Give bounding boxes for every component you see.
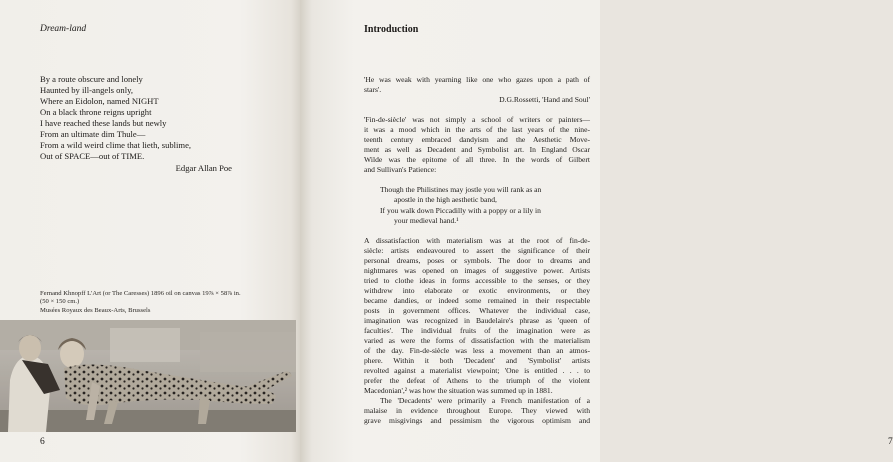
verse-line: Though the Philistines may jostle you will rank as an [380,185,542,195]
epigraph-line: stars'. [364,85,382,95]
plate-caption [40,290,280,315]
poem-line: From a wild weird clime that lieth, sublime, [40,140,192,150]
poem-attribution: Edgar Allan Poe [175,163,232,173]
text-line: malaise in evidence throughout Europe. They viewed with [364,406,590,416]
text-line: varied as were the forms of dissatisfaction with the materialism [364,336,590,346]
poem [40,74,270,174]
text-line: withdrew into elaborate or exotic environments, or they [364,285,590,295]
epigraph-line: 'He was weak with yearning like one who gazes upon a path of [364,75,590,84]
text-line: Macedonian',² was how the situation was summed up in 1881. [364,386,553,396]
text-line: tried to clothe ideas in forms accessible to the senses, or they [364,275,590,285]
text-line: became dandies, or indeed some remained in their respectable [364,295,590,305]
text-line: The 'Decadents' were primarily a French manifestation of a [380,396,590,406]
left-running-head: Dream-land [40,24,87,34]
text-line: grave misgivings and pessimism the vigorous optimism and [364,416,590,426]
poem-line: Out of SPACE—out of TIME. [40,151,145,161]
text-line: faculties'. The individual fruits of the imagination were as [364,326,590,336]
text-line: phere. Within it both 'Decadent' and 'Symbolist' artists [364,356,590,366]
text-line: it was a mood which in the arts of the last years of the nine- [364,125,590,135]
painting-image [0,320,296,432]
verse-line: apostle in the high aesthetic band, [394,195,497,205]
text-line: revolted against a materialist viewpoint; 'One is entitled . . . to [364,366,590,376]
text-line: nightmares was opened on images of suggestive power. Artists [364,265,590,275]
text-line: siècle: artists endeavoured to assert the significance of their [364,245,590,255]
introduction-text [364,75,590,427]
text-line: teenth century embraced dandyism and the Aesthetic Move- [364,135,590,145]
poem-line: From an ultimate dim Thule— [40,129,146,139]
left-page [0,0,300,462]
verse-line: your medieval hand.¹ [394,215,459,225]
text-line: ment as well as Decadent and Symbolist art. In England Oscar [364,145,590,155]
text-line: 'Fin-de-siècle' was not simply a school of writers or painters— [364,115,590,125]
caption-line: (50 × 150 cm.) [40,298,80,306]
right-running-head: Introduction [364,24,419,35]
poem-line: On a black throne reigns upright [40,107,152,117]
right-page-number: 7 [888,437,893,447]
text-line: prefer the defeat of Athens to the triumph of the violent [364,376,590,386]
text-line: A dissatisfaction with materialism was at the root of fin-de- [364,235,590,245]
painting-plate [0,320,296,432]
poem-line: By a route obscure and lonely [40,74,143,84]
poem-line: Where an Eidolon, named NIGHT [40,96,159,106]
text-line: Wilde was the epitome of all three. In the words of Gilbert [364,155,590,165]
text-line: personal dreams, poses or symbols. The door to dreams and [364,255,590,265]
text-line: and Sullivan's Patience: [364,165,437,175]
verse-line: If you walk down Piccadilly with a poppy or a lily in [380,205,541,215]
poem-line: I have reached these lands but newly [40,118,167,128]
text-line: imagination was recognized in Baudelaire's phrase as 'queen of [364,315,590,325]
poem-line: Haunted by ill-angels only, [40,85,133,95]
epigraph-attribution: D.G.Rossetti, 'Hand and Soul' [499,95,590,105]
text-line: posts in government offices. Whatever the individual case, [364,305,590,315]
left-page-number: 6 [40,437,45,447]
caption-line: Musées Royaux des Beaux-Arts, Brussels [40,306,151,314]
caption-line: Fernand Khnopff L'Art (or The Caresses) 1896 oil on canvas 19⅞ × 58⅞ in. [40,290,241,297]
text-line: of the day. Fin-de-siècle was less a movement than an atmos- [364,346,590,356]
